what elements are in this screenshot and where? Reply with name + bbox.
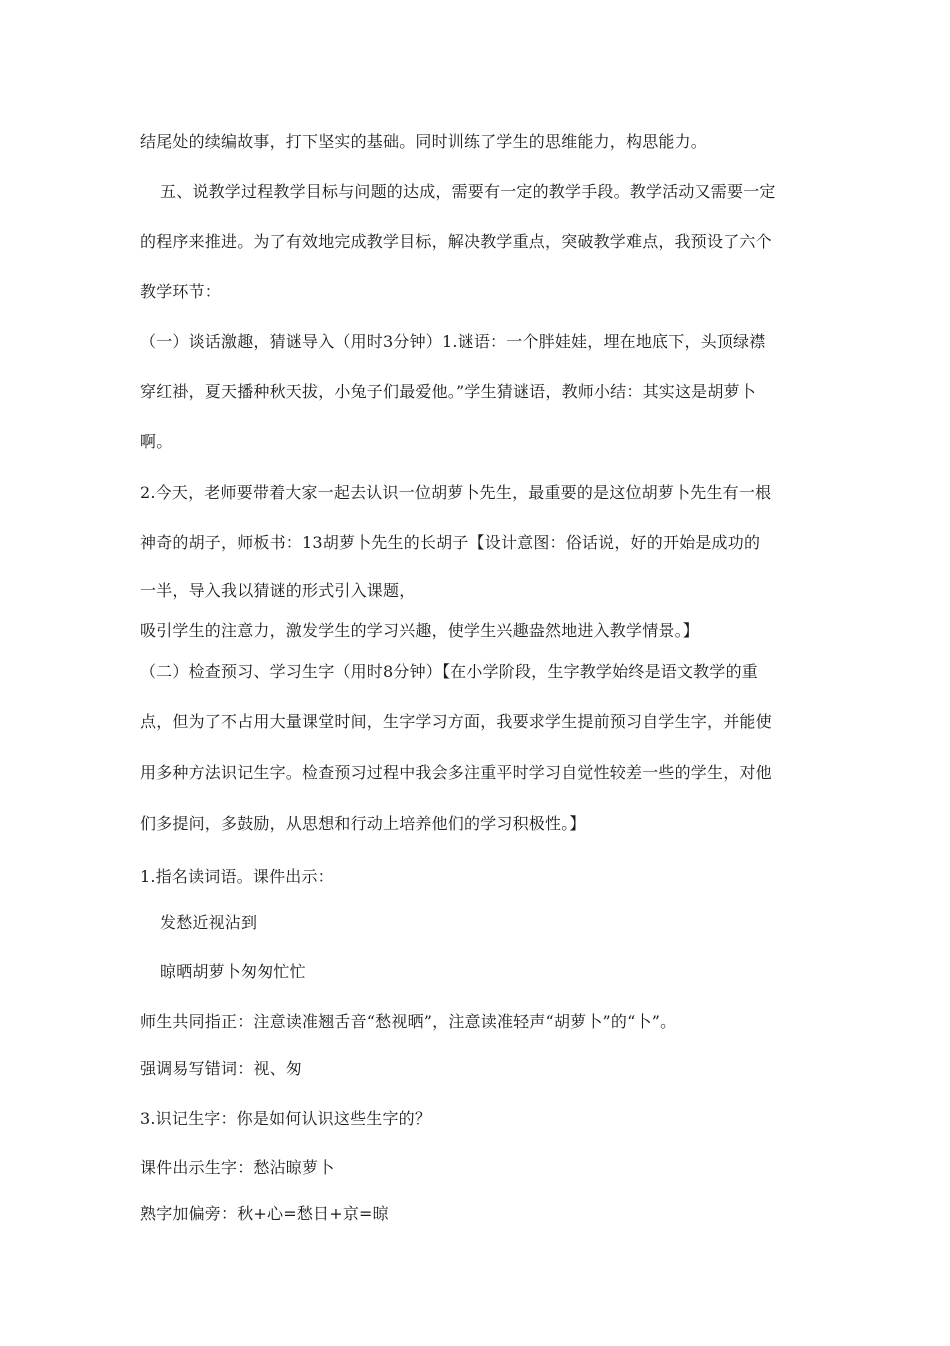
text-line: （二）检查预习、学习生字（用时8分钟）【在小学阶段，生字教学始终是语文教学的重 (140, 662, 758, 681)
text-line: 穿红褂，夏天播种秋天拔，小兔子们最爱他。”学生猜谜语，教师小结：其实这是胡萝卜 (140, 382, 756, 401)
text-line: 五、说教学过程教学目标与问题的达成，需要有一定的教学手段。教学活动又需要一定 (160, 182, 776, 201)
text-line: 课件出示生字：愁沾晾萝卜 (140, 1158, 335, 1177)
text-line: 熟字加偏旁：秋+心=愁日+京=晾 (140, 1204, 389, 1223)
text-line: 一半，导入我以猜谜的形式引入课题， (140, 581, 416, 600)
text-line: 用多种方法识记生字。检查预习过程中我会多注重平时学习自觉性较差一些的学生，对他 (140, 763, 772, 782)
text-line: 发愁近视沾到 (160, 913, 258, 932)
text-line: 们多提问，多鼓励，从思想和行动上培养他们的学习积极性。】 (140, 814, 586, 833)
text-line: 的程序来推进。为了有效地完成教学目标，解决教学重点，突破教学难点，我预设了六个 (140, 232, 772, 251)
text-line: 啊。 (140, 432, 173, 451)
text-line: 晾晒胡萝卜匆匆忙忙 (160, 962, 306, 981)
text-line: 吸引学生的注意力，激发学生的学习兴趣，使学生兴趣盎然地进入教学情景。】 (140, 621, 700, 640)
text-line: 强调易写错词：视、匆 (140, 1059, 303, 1078)
text-line: 师生共同指正：注意读准翘舌音“愁视晒”，注意读准轻声“胡萝卜”的“卜”。 (140, 1012, 677, 1031)
text-line: 2.今天，老师要带着大家一起去认识一位胡萝卜先生，最重要的是这位胡萝卜先生有一根 (140, 483, 772, 502)
text-line: 神奇的胡子，师板书：13胡萝卜先生的长胡子【设计意图：俗话说，好的开始是成功的 (140, 533, 761, 552)
text-line: 教学环节： (140, 282, 222, 301)
text-line: 结尾处的续编故事，打下坚实的基础。同时训练了学生的思维能力，构思能力。 (140, 132, 708, 151)
text-line: 1.指名读词语。课件出示： (140, 867, 334, 886)
text-line: 点，但为了不占用大量课堂时间，生字学习方面，我要求学生提前预习自学生字，并能使 (140, 712, 772, 731)
text-line: （一）谈话激趣，猜谜导入（用时3分钟）1.谜语：一个胖娃娃，埋在地底下，头顶绿襟 (140, 332, 766, 351)
text-line: 3.识记生字：你是如何认识这些生字的？ (140, 1109, 432, 1128)
